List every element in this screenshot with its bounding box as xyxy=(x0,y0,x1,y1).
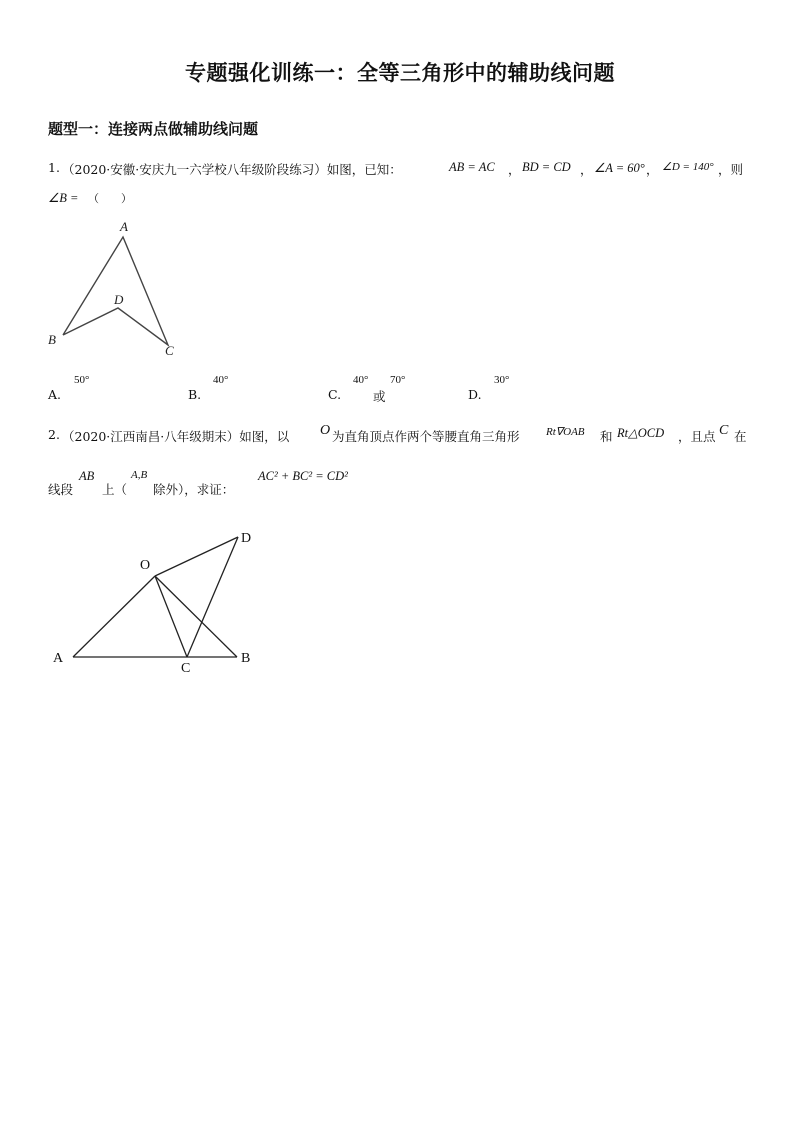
q2-label-d: D xyxy=(241,531,252,546)
q2-except: 除外），求证： xyxy=(153,482,235,497)
page-title: 专题强化训练一：全等三角形中的辅助线问题 xyxy=(185,61,615,85)
q2-proof-statement: AC² + BC² = CD² xyxy=(258,469,348,483)
q1-cond-bd-cd: BD = CD xyxy=(522,160,571,174)
q1-comma: ， xyxy=(646,162,659,177)
q1-figure xyxy=(40,215,190,365)
q1-comma: ， xyxy=(508,162,521,177)
q2-mid2: ，且点 xyxy=(678,429,716,444)
q2-segment-od xyxy=(155,537,238,576)
q2-on: 上（ xyxy=(102,482,128,497)
q1-label-d: D xyxy=(114,292,124,307)
q1-cond-angle-a: ∠A = 60° xyxy=(594,161,645,175)
q1-option-c-letter: C. xyxy=(328,387,342,402)
q2-label-o: O xyxy=(140,558,151,573)
q2-point-o: O xyxy=(320,423,331,438)
q1-option-b-letter: B. xyxy=(188,387,202,402)
q2-label-c: C xyxy=(181,661,191,676)
q1-option-c-or: 或 xyxy=(373,389,386,404)
q1-option-d-letter: D. xyxy=(468,387,482,402)
q2-point-c: C xyxy=(719,423,729,438)
q1-figure-outline xyxy=(63,237,168,345)
q1-label-c: C xyxy=(165,343,174,358)
q1-option-c-value2: 70° xyxy=(390,374,406,386)
q2-endpoints-ab: A,B xyxy=(131,469,148,481)
q1-label-b: B xyxy=(48,332,56,347)
q1-comma: ， xyxy=(580,162,593,177)
q2-line2a: 线段 xyxy=(48,482,74,497)
q1-option-a-letter: A. xyxy=(48,387,62,402)
q2-label-b: B xyxy=(241,651,251,666)
q2-at: 在 xyxy=(734,429,747,444)
q2-number: 2. xyxy=(48,427,60,442)
q2-segment-dc xyxy=(187,537,238,657)
q2-segment-oc xyxy=(155,576,187,657)
q2-label-a: A xyxy=(53,651,64,666)
q2-mid1: 为直角顶点作两个等腰直角三角形 xyxy=(332,429,520,444)
q2-triangle-oab: Rt∇OAB xyxy=(546,426,585,438)
q1-blank: （ ） xyxy=(88,192,132,205)
q1-option-c-value: 40° xyxy=(353,374,369,386)
q1-option-b-value: 40° xyxy=(213,374,229,386)
q1-ask: ∠B = xyxy=(48,191,79,205)
q2-and: 和 xyxy=(600,429,613,444)
q1-option-a-value: 50° xyxy=(74,374,90,386)
q2-segment-ab: AB xyxy=(79,469,95,483)
q2-source: （2020·江西南昌·八年级期末）如图，以 xyxy=(62,429,290,444)
q1-source: （2020·安徽·安庆九一六学校八年级阶段练习）如图，已知： xyxy=(62,162,402,177)
q1-number: 1. xyxy=(48,160,60,175)
q1-option-d-value: 30° xyxy=(494,374,510,386)
section-heading: 题型一：连接两点做辅助线问题 xyxy=(48,120,259,138)
q2-segment-oa xyxy=(73,576,155,657)
q2-segment-ob xyxy=(155,576,237,657)
q1-label-a: A xyxy=(120,219,128,234)
q1-cond-ab-ac: AB = AC xyxy=(449,160,495,174)
q1-cond-angle-d: ∠D = 140° xyxy=(662,161,714,173)
q2-figure xyxy=(40,520,270,680)
q2-triangle-ocd: Rt△OCD xyxy=(617,426,665,440)
q1-then: ，则 xyxy=(718,162,744,177)
